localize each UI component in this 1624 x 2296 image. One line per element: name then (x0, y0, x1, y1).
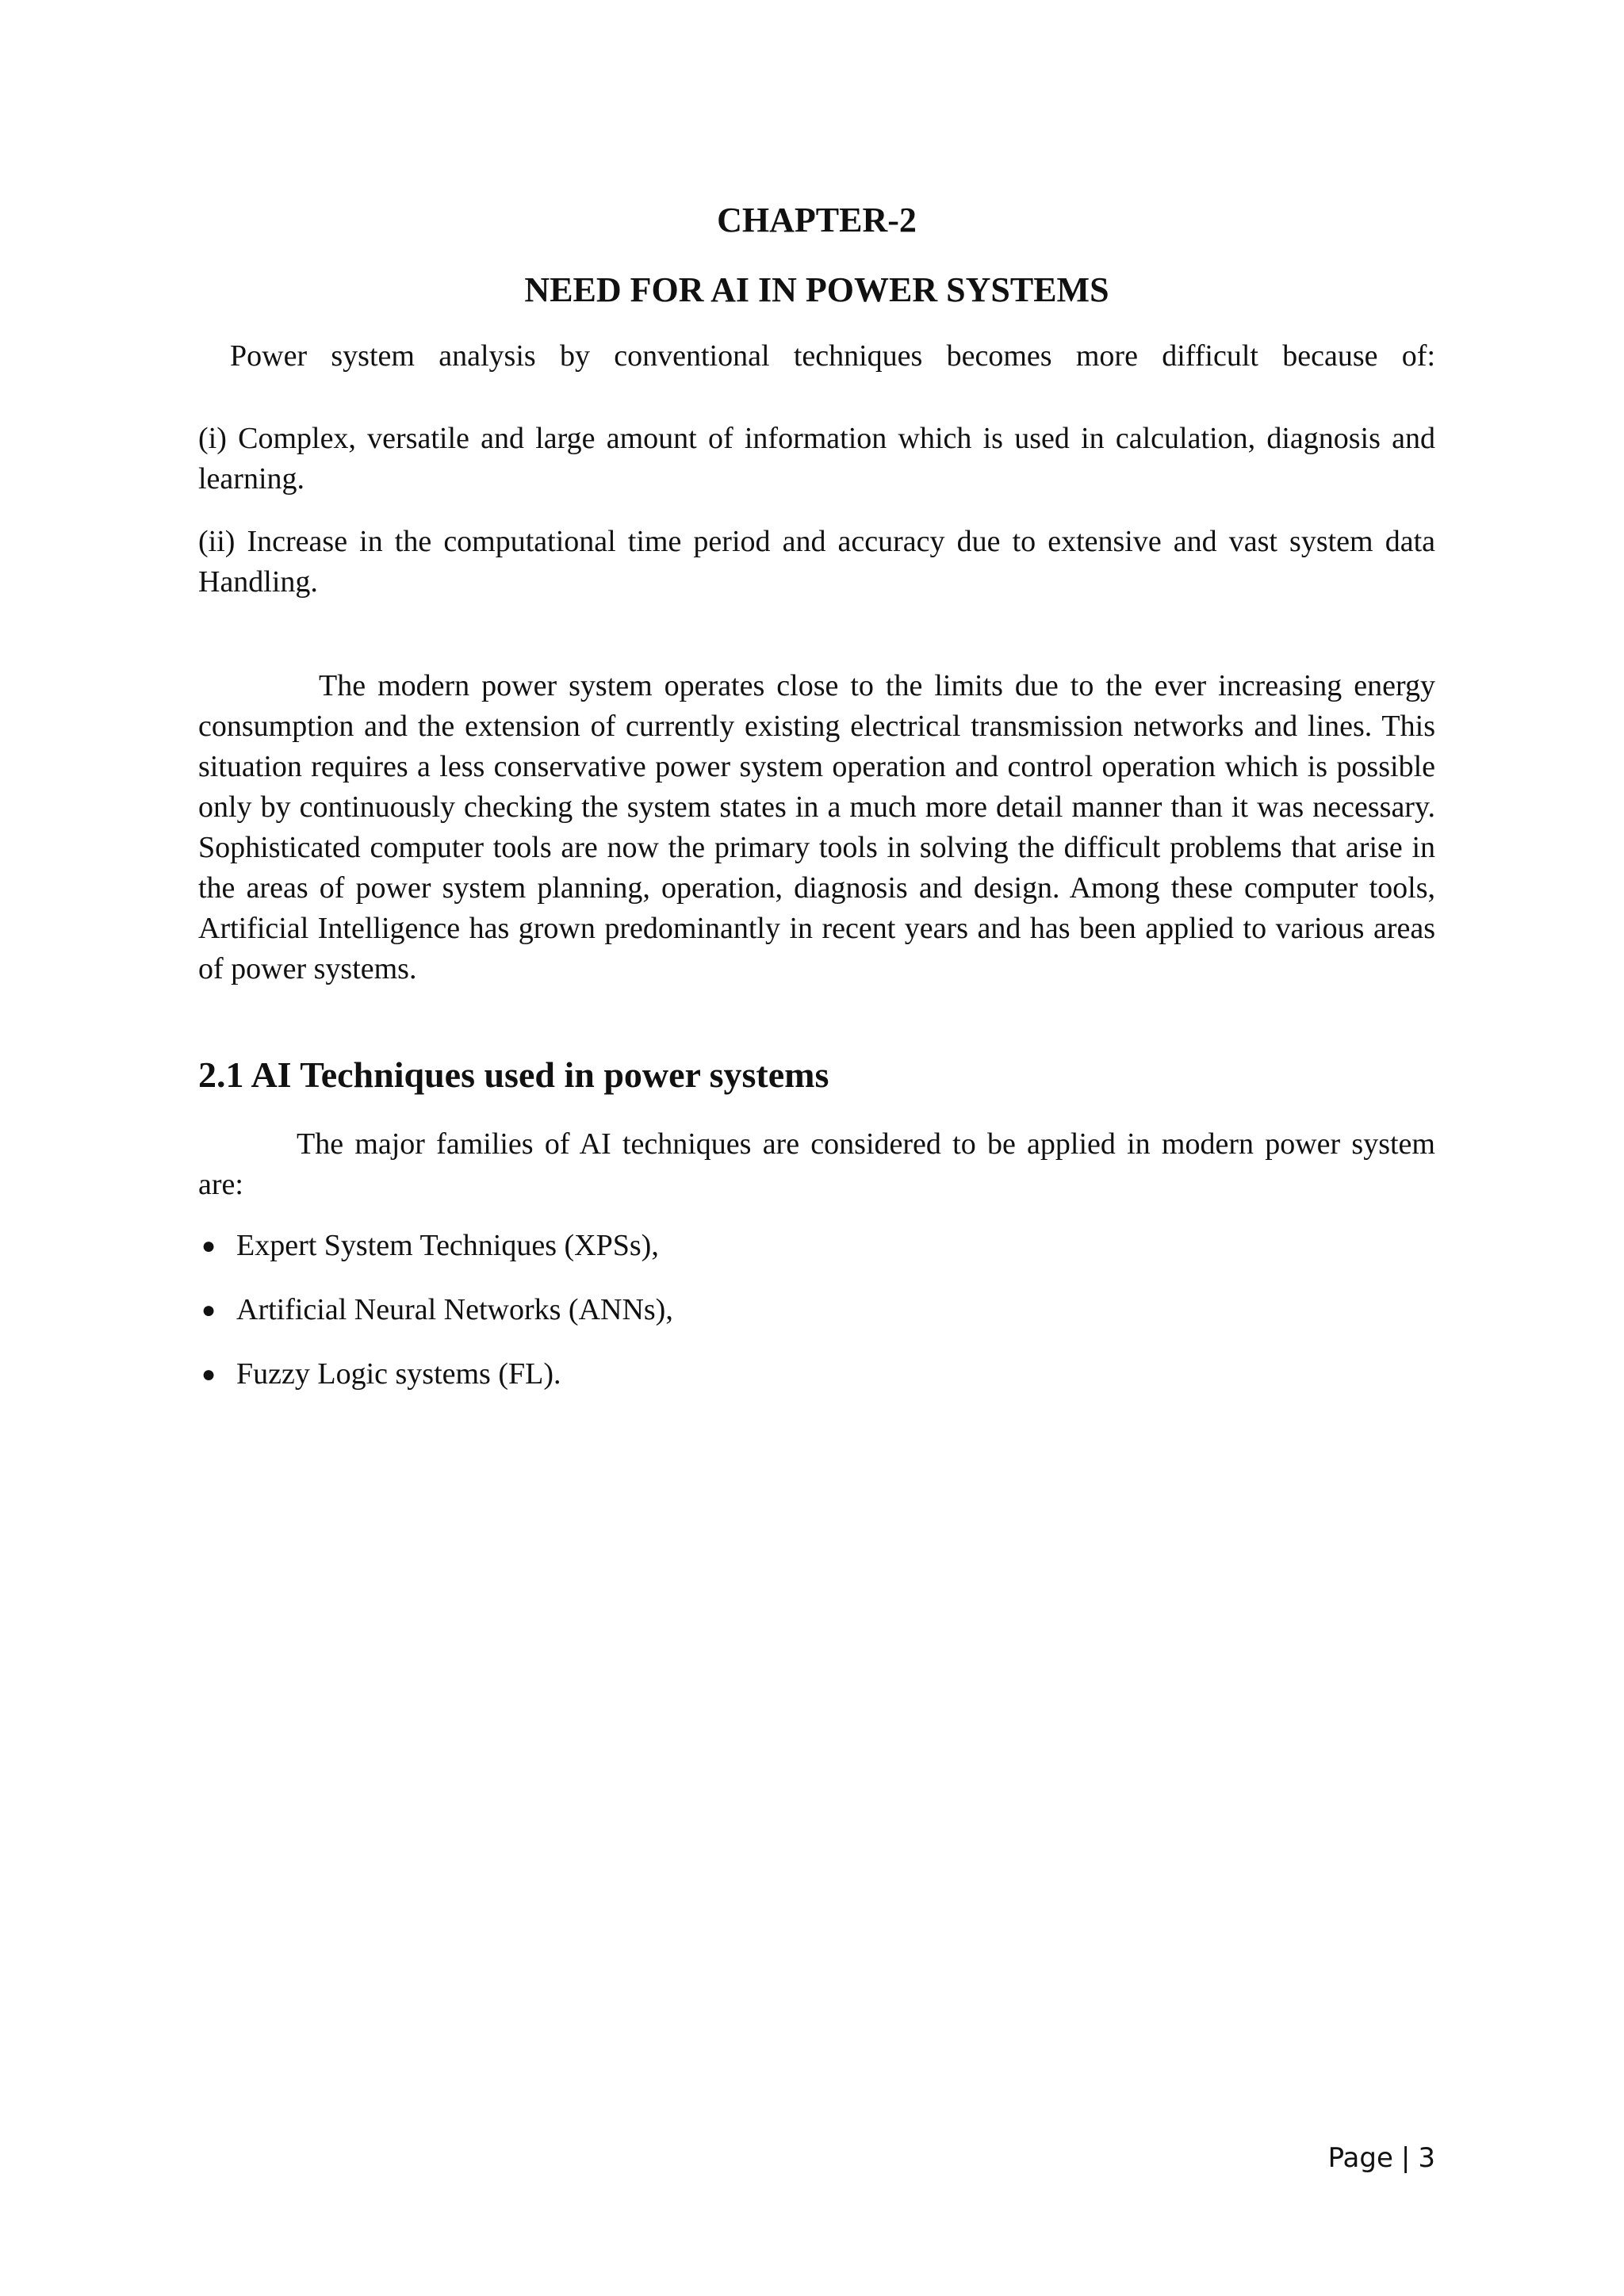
list-item-text: Artificial Neural Networks (ANNs), (236, 1293, 673, 1326)
page-number: 3 (1418, 2142, 1435, 2174)
page-footer (1328, 2141, 1435, 2175)
chapter-label: CHAPTER-2 (717, 201, 917, 239)
section-heading: 2.1 AI Techniques used in power systems (198, 1054, 829, 1095)
body-paragraph: The modern power system operates close to the limits due to the ever increasing energy consumption and the extension of currently existing electrical transmission networks and lines. This situation requires a less conservative power system operation and control operation which is possible only by continuously checking the system states in a much more detail manner than it was necessary. Sophisticated computer tools are now the primary tools in solving the difficult problems that arise in the areas of power system planning, operation, diagnosis and design. Among these computer tools, Artificial Intelligence has grown predominantly in recent years and has been applied to various areas of power systems. (198, 669, 1435, 985)
reason-item-2: (ii) Increase in the computational time period and accuracy due to extensive and vast system data Handling. (198, 525, 1435, 599)
page-label: Page (1327, 2142, 1393, 2174)
bullet-icon: ● (201, 1297, 216, 1323)
list-item (198, 1290, 1435, 1330)
chapter-title: NEED FOR AI IN POWER SYSTEMS (524, 270, 1109, 309)
bullet-icon: ● (201, 1233, 216, 1259)
list-item (198, 1354, 1435, 1395)
intro-sentence: Power system analysis by conventional techniques becomes more difficult because of: (230, 339, 1435, 373)
ai-techniques-list (198, 1226, 1435, 1418)
list-item-text: Expert System Techniques (XPSs), (236, 1229, 659, 1262)
reason-item-1: (i) Complex, versatile and large amount of information which is used in calculation, diagnosis and learning. (198, 422, 1435, 496)
list-item-text: Fuzzy Logic systems (FL). (236, 1357, 561, 1391)
list-item (198, 1226, 1435, 1266)
page-separator: | (1400, 2142, 1411, 2174)
section-paragraph: The major families of AI techniques are considered to be applied in modern power system are: (198, 1127, 1435, 1201)
bullet-icon: ● (201, 1361, 216, 1387)
